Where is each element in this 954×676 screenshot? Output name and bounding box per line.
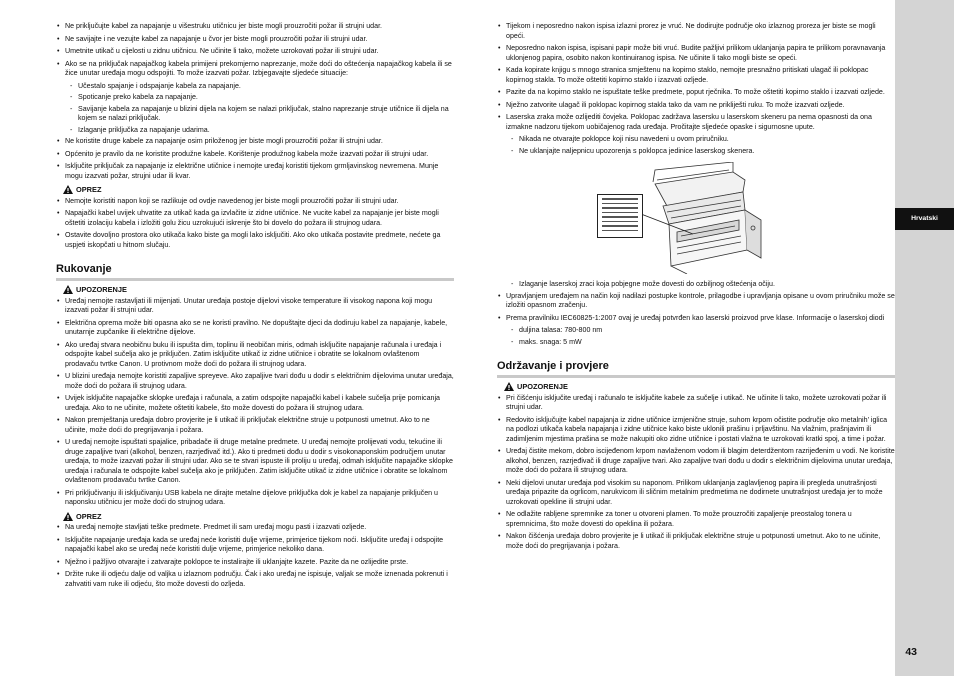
list-item: • Uređaj nemojte rastavljati ili mijenjati. Unutar uređaja postoje dijelovi visoke temperature ili visokog napona koji mogu izazvati požar ili strujni udar. [56, 297, 454, 316]
warning-heading [504, 382, 895, 392]
list-item: • U uređaj nemojte ispuštati spajalice, pribadače ili druge metalne predmete. U uređaj nemojte prolijevati vodu, tekućine ili druge zapaljive tvari (alkohol, benzen, razrjeđivač itd.). Ako ti predmeti dođu u dodir s visokonaponskim područjem unutar uređaja, to može izazvati požar ili strujni udar. Ako se te stvari ispuste ili proliju u uređaj, odmah isključite napajačke sklopke uređaja i računala te odspojite kabel sučelja ako je priključen. Zatim isključite utikač iz zidne utičnice i obratite se lokalnom ovlaštenom prodavaču tvrtke Canon. [56, 438, 454, 486]
list-item: • Ne priključujte kabel za napajanje u višestruku utičnicu jer biste mogli prouzročiti požar ili strujni udar. [56, 22, 454, 32]
sub-list-item: - maks. snaga: 5 mW [497, 338, 895, 348]
warning-label: UPOZORENJE [76, 285, 127, 294]
list-item: • Redovito isključujte kabel napajanja iz zidne utičnice izmjenične struje, suhom krpom očistite područje oko metalnih' iglica na podlozi utikača kabela napajanja i zidne utičnice kako biste uklonili prašinu i prljavštinu. Na vlažnim, prašnjavim ili zadimljenim mjestima prašina se može nakupiti oko zidne utičnice i postati vlažna te uzrokovati kratki spoj, a time i požar. [497, 416, 895, 445]
list-item: • Pazite da na kopirno staklo ne ispuštate teške predmete, poput rječnika. To može oštetiti kopirno staklo i izazvati ozljede. [497, 88, 895, 98]
list-item: • Ne koristite druge kabele za napajanje osim priloženog jer biste mogli prouzročiti požar ili strujni udar. [56, 137, 454, 147]
sub-list-item: - Izlaganje priključka za napajanje udarima. [56, 126, 454, 136]
right-column [497, 22, 895, 554]
language-sidebar [895, 0, 954, 676]
list-item: • Uređaj čistite mekom, dobro iscijeđenom krpom navlaženom vodom ili blagim deterdžentom razrijeđenim u vodi. Ne koristite alkohol, benzen, razrjeđivač ili druge zapaljive tvari. Ako zapaljive tvari dođu u dodir s električnim dijelovima unutar uređaja, može doći do požara ili strujnog udara. [497, 447, 895, 476]
warning-triangle-icon [63, 185, 73, 194]
caution-label: OPREZ [76, 185, 102, 194]
laser-notes [497, 280, 895, 347]
sub-list-item: - Učestalo spajanje i odspajanje kabela za napajanje. [56, 82, 454, 92]
section-title-maintenance: Održavanje i provjere [497, 360, 895, 378]
list-item: • Električna oprema može biti opasna ako se ne koristi pravilno. Ne dopuštajte djeci da dodiruju kabel za napajanje, kabele, unutarnje zupčanike ili električne dijelove. [56, 319, 454, 338]
handling-warnings [56, 297, 454, 508]
list-item: • Napajački kabel uvijek uhvatite za utikač kada ga izvlačite iz zidne utičnice. Ne vucite kabel za napajanje jer biste mogli oštetiti izolaciju kabela i izložiti golu žicu uzrokujući iskrenje što bi dovelo do požara ili strujnog udara. [56, 209, 454, 228]
list-item: • Općenito je pravilo da ne koristite produžne kabele. Korištenje produžnog kabela može izazvati požar ili strujni udar. [56, 150, 454, 160]
list-item: • Upravljanjem uređajem na način koji nadilazi postupke kontrole, prilagodbe i upravljanja opisane u ovom priručniku može se izložiti opasnom zračenju. [497, 292, 895, 311]
list-item: • Pri čišćenju isključite uređaj i računalo te isključite kabele za sučelje i utikač. Ne učinite li tako, možete uzrokovati požar ili strujni udar. [497, 394, 895, 413]
sub-list-item: - Nikada ne otvarajte poklopce koji nisu navedeni u ovom priručniku. [497, 135, 895, 145]
sub-list-item: - Ne uklanjajte naljepnicu upozorenja s poklopca jedinice laserskog skenera. [497, 147, 895, 157]
power-cord-warnings [56, 22, 454, 181]
list-item: • Ako se na priključak napajačkog kabela primijeni prekomjerno naprezanje, može doći do oštećenja napajačkog kabela ili se žice unutar uređaja mogu odspojiti. To može izazvati požar. Izbjegavajte sljedeće situacije: [56, 60, 454, 79]
laser-label-illustration [593, 162, 793, 274]
list-item: • Držite ruke ili odjeću dalje od valjka u izlaznom području. Čak i ako uređaj ne ispisuje, valjak se može iznenada pokrenuti i zahvatiti vam ruke ili odjeću, što može dovesti do ozljeda. [56, 570, 454, 589]
warning-label: UPOZORENJE [517, 382, 568, 391]
list-item: • Neposredno nakon ispisa, ispisani papir može biti vruć. Budite pažljivi prilikom uklanjanja papira te prilikom poravnavanja uklonjenog papira, osobito nakon kontinuiranog ispisa. Ne učinite li tako mogli biste se opeći. [497, 44, 895, 63]
caution-heading [63, 512, 454, 522]
list-item: • Neki dijelovi unutar uređaja pod visokim su naponom. Prilikom uklanjanja zaglavljenog papira ili pregleda unutrašnjosti uređaja pripazite da ogrlicom, narukvicom ili sličnim metalnim predmetima ne dodirnete unutrašnjost uređaja jer to može uzrokovati opekline ili strujni udar. [497, 479, 895, 508]
list-item: • Umetnite utikač u cijelosti u zidnu utičnicu. Ne učinite li tako, možete uzrokovati požar ili strujni udar. [56, 47, 454, 57]
caution-list [56, 197, 454, 251]
list-item: • Nježno i pažljivo otvarajte i zatvarajte poklopce te instalirajte ili uklanjajte kazete. Pazite da ne ozlijedite prste. [56, 558, 454, 568]
section-title-handling: Rukovanje [56, 263, 454, 281]
list-item: • Prema pravilniku IEC60825-1:2007 ovaj je uređaj potvrđen kao laserski proizvod prve klase. Informacije o laserskoj diodi [497, 314, 895, 324]
warning-triangle-icon [63, 512, 73, 521]
list-item: • Nježno zatvorite ulagač ili poklopac kopirnog stakla tako da vam ne prikliješti ruku. To može izazvati ozljede. [497, 101, 895, 111]
caution-label: OPREZ [76, 511, 102, 521]
sub-list-item: - duljina talasa: 780-800 nm [497, 326, 895, 336]
sub-list-item: - Spoticanje preko kabela za napajanje. [56, 93, 454, 103]
list-item: • Ne odlažite rabljene spremnike za toner u otvoreni plamen. To može prouzročiti zapaljenje preostalog tonera u spremnicima, što može dovesti do opeklina ili požara. [497, 510, 895, 529]
handling-cautions [56, 523, 454, 589]
list-item: • Kada kopirate knjigu s mnogo stranica smještenu na kopirno staklo, nemojte presnažno pritiskati ulagač ili poklopac kopirnog stakla. To može oštetiti kopirno staklo i izazvati ozljede. [497, 66, 895, 85]
sub-list-item: - Izlaganje laserskoj zraci koja pobjegne može dovesti do ozbiljnog oštećenja očiju. [497, 280, 895, 290]
list-item: • Nakon čišćenja uređaja dobro provjerite je li utikač ili priključak električne struje u potpunosti umetnut. Ako to ne učinite, može doći do pregrijavanja i požara. [497, 532, 895, 551]
maintenance-warnings [497, 394, 895, 552]
laser-warning-sticker [597, 194, 643, 238]
list-item: • Ako uređaj stvara neobičnu buku ili ispušta dim, toplinu ili neobičan miris, odmah isključite napajanje računala i uređaja i odspojite kabel sučelja ako je priključen. Zatim isključite utikač iz zidne utičnice i obratite se lokalnom ovlaštenom prodavaču tvrtke Canon. U protivnom može doći do požara ili strujnog udara. [56, 341, 454, 370]
page-number: 43 [905, 646, 917, 658]
warning-triangle-icon [63, 285, 73, 294]
warning-triangle-icon [504, 382, 514, 391]
list-item: • Ostavite dovoljno prostora oko utikača kako biste ga mogli lako isključiti. Ako oko utikača postavite predmete, nećete ga uspjeti iskopčati u hitnom slučaju. [56, 231, 454, 250]
list-item: • Isključite priključak za napajanje iz električne utičnice i nemojte uređaj koristiti tijekom grmljavinskog nevremena. Munje mogu izazvati požar, strujni udar ili kvar. [56, 162, 454, 181]
hot-surface-warnings [497, 22, 895, 156]
list-item: • Ne savijajte i ne vezujte kabel za napajanje u čvor jer biste mogli prouzročiti požar ili strujni udar. [56, 35, 454, 45]
list-item: • Uvijek isključite napajačke sklopke uređaja i računala, a zatim odspojite napajački kabel i kabele sučelja prije pomicanja uređaja. Ako to ne učinite, možete oštetiti kabele, što može dovesti do požara ili strujnog udara. [56, 394, 454, 413]
list-item: • Isključite napajanje uređaja kada se uređaj neće koristiti dulje vrijeme, primjerice tijekom noći. Isključite uređaj i odspojite napajački kabel ako se uređaj neće koristiti dulje vrijeme, primjerice nekoliko dana. [56, 536, 454, 555]
list-item: • U blizini uređaja nemojte koristiti zapaljive spreyeve. Ako zapaljive tvari dođu u dodir s električnim dijelovima unutar uređaja, može doći do požara ili strujnog udara. [56, 372, 454, 391]
language-tab: Hrvatski [895, 208, 954, 230]
list-item: • Pri priključivanju ili isključivanju USB kabela ne dirajte metalne dijelove priključka dok je kabel za napajanje priključen u naponsku utičnicu jer može doći do strujnog udara. [56, 489, 454, 508]
sub-list-item: - Savijanje kabela za napajanje u blizini dijela na kojem se nalazi priključak, stalno naprezanje struje utičnice ili dijela na kojem se nalazi priključak. [56, 105, 454, 124]
list-item: • Nakon premještanja uređaja dobro provjerite je li utikač ili priključak električne struje u potpunosti umetnut. Ako to ne učinite, može doći do pregrijavanja i požara. [56, 416, 454, 435]
list-item: • Nemojte koristiti napon koji se razlikuje od ovdje navedenog jer biste mogli prouzročiti požar ili strujni udar. [56, 197, 454, 207]
list-item: • Laserska zraka može ozlijediti čovjeka. Poklopac zadržava lasersku u laserskom skeneru pa nema opasnosti da ona izmakne nadzoru tijekom uobičajenog rada uređaja. Pročitajte sljedeće opaske i sigurnosne upute. [497, 113, 895, 132]
caution-heading [63, 185, 454, 195]
list-item: • Tijekom i neposredno nakon ispisa izlazni prorez je vruć. Ne dodirujte područje oko izlaznog proreza jer biste se mogli opeći. [497, 22, 895, 41]
warning-heading [63, 285, 454, 295]
list-item: • Na uređaj nemojte stavljati teške predmete. Predmet ili sam uređaj mogu pasti i izazvati ozljede. [56, 523, 454, 533]
left-column [56, 22, 454, 592]
